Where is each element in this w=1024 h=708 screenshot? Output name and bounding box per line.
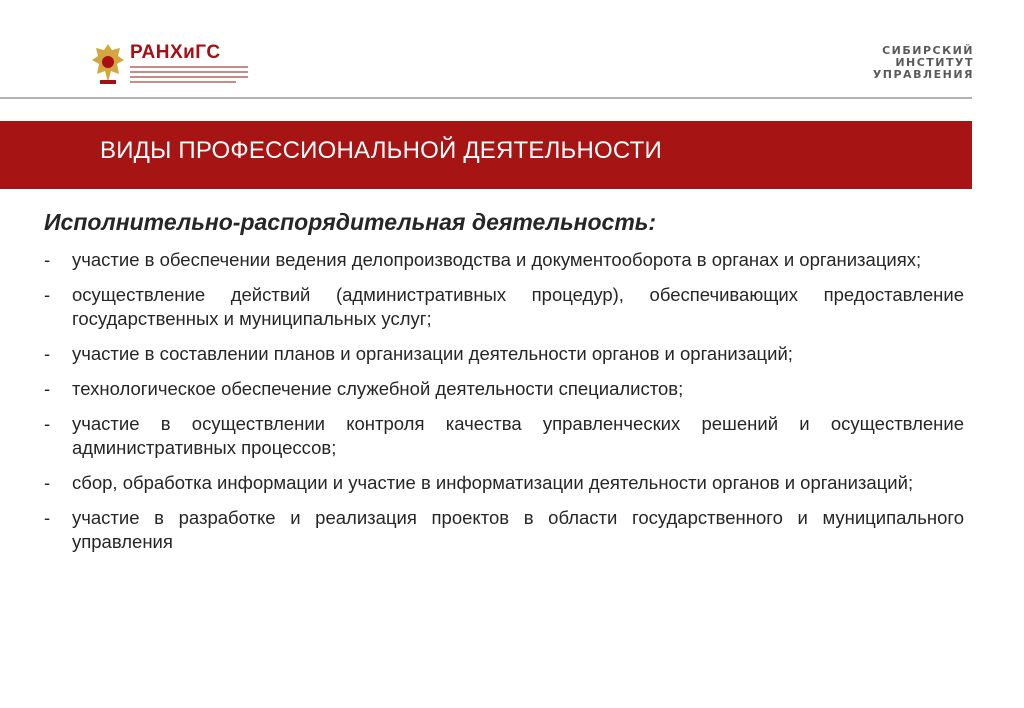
list-dash: - — [44, 284, 51, 305]
eagle-emblem-icon — [90, 42, 126, 86]
list-item — [44, 506, 964, 554]
ranepa-logo-subtitle — [130, 66, 248, 86]
list-item-text: участие в составлении планов и организации деятельности органов и организаций; — [72, 343, 793, 364]
list-dash: - — [44, 378, 51, 399]
list-item-text: сбор, обработка информации и участие в информатизации деятельности органов и организаций; — [72, 472, 914, 493]
list-item — [44, 283, 964, 331]
list-dash: - — [44, 249, 51, 270]
logo-line-1: СИБИРСКИЙ — [882, 44, 974, 57]
list-dash: - — [44, 343, 51, 364]
list-dash: - — [44, 413, 51, 434]
activity-list — [44, 248, 964, 554]
list-item — [44, 412, 964, 460]
list-item — [44, 377, 964, 401]
list-item-text: технологическое обеспечение служебной деятельности специалистов; — [72, 378, 684, 399]
logo-line-2: ИНСТИТУТ — [895, 56, 974, 69]
list-dash: - — [44, 507, 51, 528]
list-item-text: участие в обеспечении ведения делопроизводства и документооборота в органах и организациях; — [72, 249, 922, 270]
slide-title: ВИДЫ ПРОФЕССИОНАЛЬНОЙ ДЕЯТЕЛЬНОСТИ — [100, 137, 662, 164]
siberian-institute-logo — [854, 45, 974, 81]
list-dash: - — [44, 472, 51, 493]
content-area — [44, 208, 964, 565]
list-item — [44, 248, 964, 272]
ranepa-logo-name: РАНХиГС — [130, 42, 221, 63]
list-item-text: участие в осуществлении контроля качества управленческих решений и осуществление административных процессов; — [72, 413, 964, 458]
header-divider — [0, 97, 972, 99]
section-subheading: Исполнительно-распорядительная деятельность: — [44, 209, 657, 235]
ranepa-logo — [90, 42, 260, 88]
logo-line-3: УПРАВЛЕНИЯ — [872, 68, 974, 81]
list-item — [44, 342, 964, 366]
list-item-text: осуществление действий (административных процедур), обеспечивающих предоставление государственных и муниципальных услуг; — [72, 284, 964, 329]
list-item — [44, 471, 964, 495]
list-item-text: участие в разработке и реализация проектов в области государственного и муниципального управления — [72, 507, 964, 552]
